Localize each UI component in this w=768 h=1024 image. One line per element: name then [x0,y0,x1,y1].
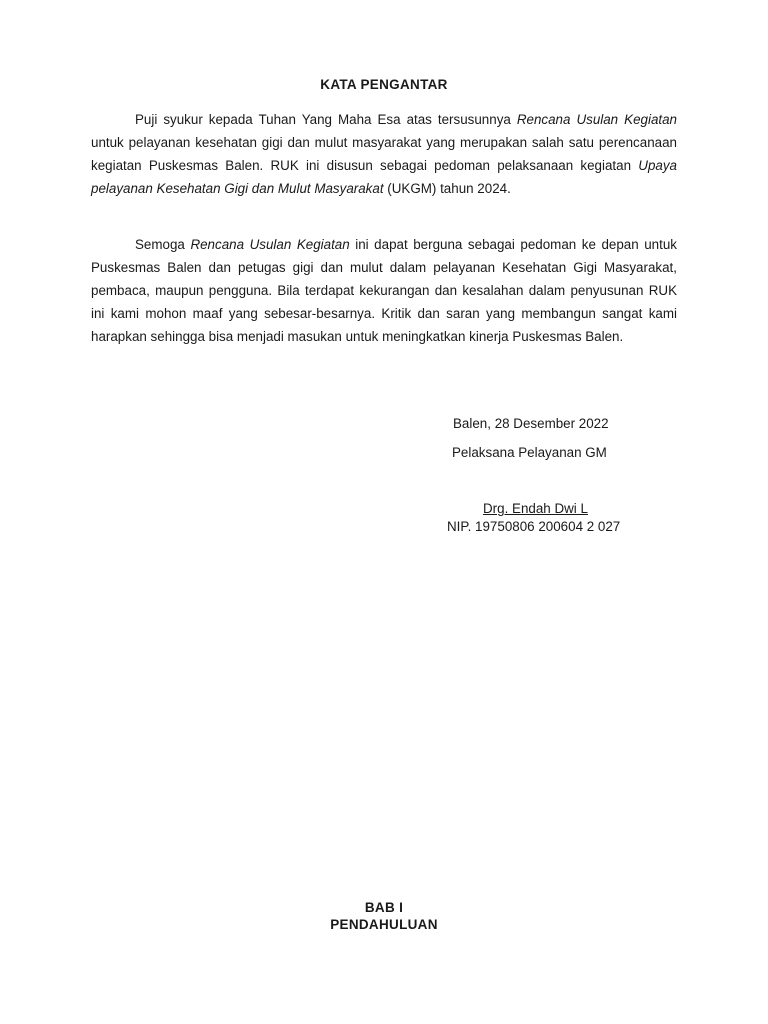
signature-nip: NIP. 19750806 200604 2 027 [447,519,621,534]
paragraph-text: Puji syukur kepada Tuhan Yang Maha Esa atas tersusunnya [135,112,517,127]
paragraph-italic-text: Upaya pelayanan Kesehatan Gigi dan Mulut Masyarakat [91,158,677,196]
signature-role: Pelaksana Pelayanan GM [452,445,607,460]
chapter-label: BAB I [364,900,404,915]
chapter-title: PENDAHULUAN [330,917,438,932]
signature-name: Drg. Endah Dwi L [483,501,588,516]
signature-place-date: Balen, 28 Desember 2022 [453,416,609,431]
paragraph-text: untuk pelayanan kesehatan gigi dan mulut masyarakat yang merupakan salah satu perencanaan kegiatan Puskesmas Balen. RUK ini disusun sebagai pedoman pelaksanaan kegiatan [91,135,677,173]
paragraph-text: Semoga [135,237,191,252]
page-title: KATA PENGANTAR [320,77,448,92]
paragraph-text: ini dapat berguna sebagai pedoman ke depan untuk Puskesmas Balen dan petugas gigi dan mulut dalam pelayanan Kesehatan Gigi Masyarakat, pembaca, maupun pengguna. Bila terdapat kekurangan dan kesalahan dalam penyusunan RUK ini kami mohon maaf yang sebesar-besarnya. Kritik dan saran yang membangun sangat kami harapkan sehingga bisa menjadi masukan untuk meningkatkan kinerja Puskesmas Balen. [91,237,677,344]
paragraph-italic-text: Rencana Usulan Kegiatan [190,237,350,252]
paragraph-intro [91,108,677,200]
paragraph-text: (UKGM) tahun 2024. [383,181,511,196]
paragraph-hope [91,233,677,348]
paragraph-italic-text: Rencana Usulan Kegiatan [516,112,677,127]
